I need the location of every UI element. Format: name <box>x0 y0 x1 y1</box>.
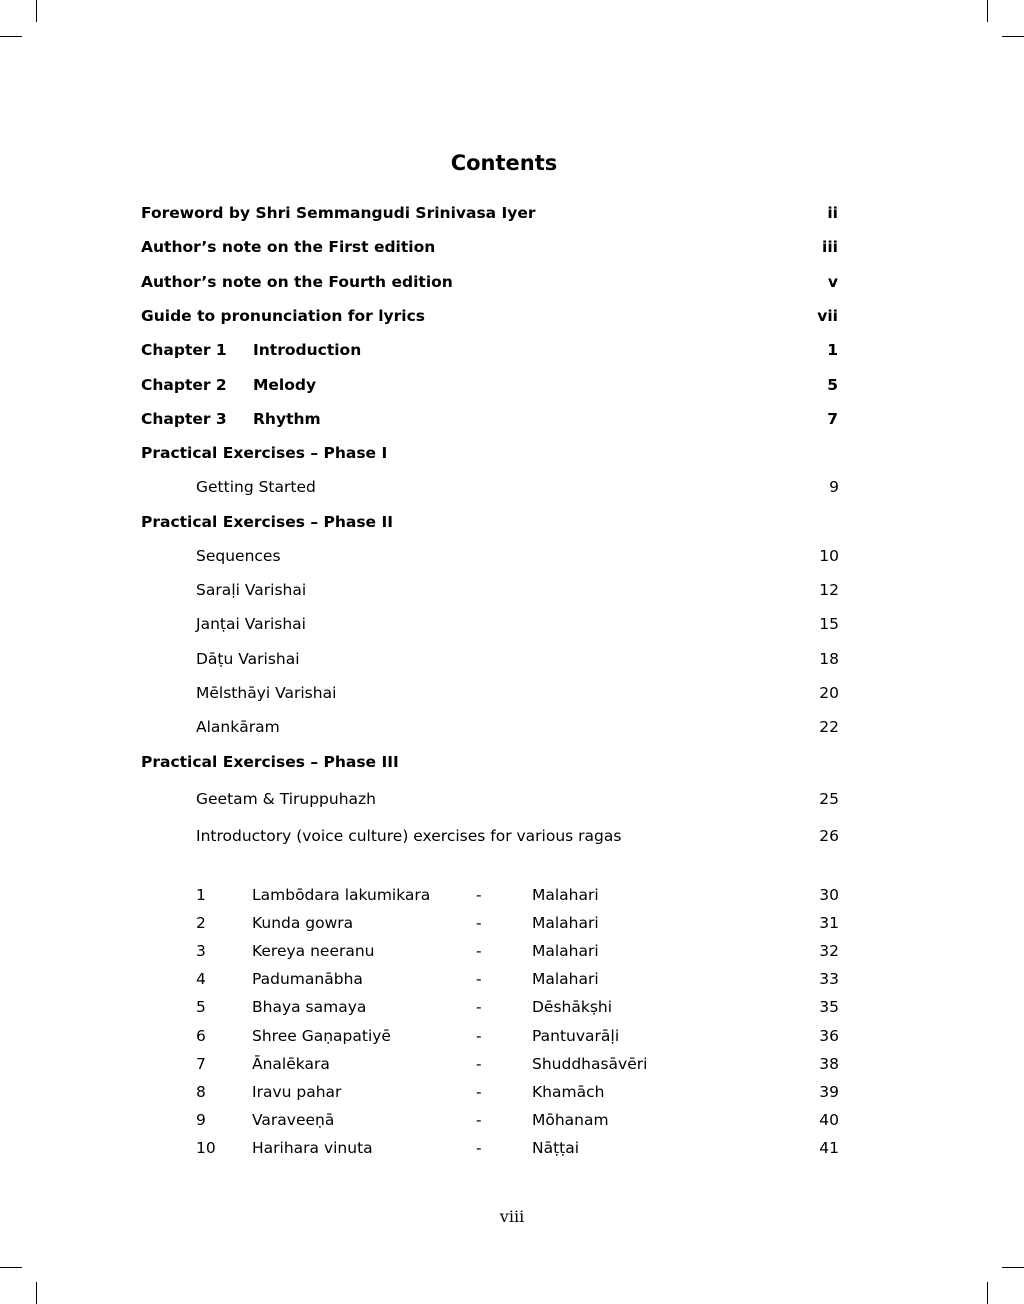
toc-entry-foreword[interactable] <box>141 202 838 224</box>
song-page: 32 <box>819 942 839 960</box>
chapter-title: Melody <box>253 376 317 394</box>
song-page: 36 <box>819 1027 839 1045</box>
chapter-page: 5 <box>827 376 838 394</box>
song-number: 5 <box>196 998 206 1016</box>
toc-subentry[interactable] <box>141 613 838 635</box>
subentry-label: Geetam & Tiruppuhazh <box>196 790 376 808</box>
toc-subentry[interactable] <box>141 788 838 810</box>
crop-mark-top-right-v <box>987 0 988 22</box>
song-row[interactable] <box>141 1053 838 1075</box>
song-dash: - <box>476 942 482 960</box>
subentry-label: Dāṭu Varishai <box>196 650 300 668</box>
toc-subentry[interactable] <box>141 545 838 567</box>
toc-entry-page: vii <box>817 307 838 325</box>
song-raga: Mōhanam <box>532 1111 609 1129</box>
subentry-page: 9 <box>829 478 839 496</box>
song-page: 39 <box>819 1083 839 1101</box>
section-heading: Practical Exercises – Phase II <box>141 513 394 531</box>
crop-mark-bottom-right-v <box>987 1282 988 1304</box>
song-page: 41 <box>819 1139 839 1157</box>
song-row[interactable] <box>141 1137 838 1159</box>
song-dash: - <box>476 914 482 932</box>
page-number: viii <box>499 1207 525 1226</box>
song-dash: - <box>476 1055 482 1073</box>
toc-entry-label: Author’s note on the First edition <box>141 238 436 256</box>
toc-subentry[interactable] <box>141 682 838 704</box>
song-row[interactable] <box>141 1081 838 1103</box>
subentry-page: 15 <box>819 615 839 633</box>
toc-chapter-1[interactable] <box>141 339 838 361</box>
crop-mark-bottom-right-h <box>1002 1267 1024 1268</box>
crop-mark-top-left-v <box>36 0 37 22</box>
song-row[interactable] <box>141 1025 838 1047</box>
subentry-page: 26 <box>819 827 839 845</box>
song-raga: Malahari <box>532 886 599 904</box>
song-number: 7 <box>196 1055 206 1073</box>
song-name: Padumanābha <box>252 970 363 988</box>
song-number: 9 <box>196 1111 206 1129</box>
subentry-label: Saraḷi Varishai <box>196 581 307 599</box>
toc-entry-first-edition[interactable] <box>141 236 838 258</box>
song-raga: Malahari <box>532 970 599 988</box>
song-number: 3 <box>196 942 206 960</box>
song-row[interactable] <box>141 912 838 934</box>
song-name: Shree Gaṇapatiyē <box>252 1027 391 1045</box>
subentry-page: 12 <box>819 581 839 599</box>
song-name: Bhaya samaya <box>252 998 367 1016</box>
song-dash: - <box>476 886 482 904</box>
song-raga: Malahari <box>532 942 599 960</box>
song-number: 2 <box>196 914 206 932</box>
crop-mark-bottom-left-v <box>36 1282 37 1304</box>
subentry-label: Alankāram <box>196 718 280 736</box>
song-name: Kereya neeranu <box>252 942 375 960</box>
song-dash: - <box>476 1139 482 1157</box>
toc-subentry[interactable] <box>141 648 838 670</box>
song-row[interactable] <box>141 884 838 906</box>
crop-mark-bottom-left-h <box>0 1267 22 1268</box>
toc-entry-page: v <box>827 273 838 291</box>
toc-subentry[interactable] <box>141 825 838 847</box>
chapter-label: Chapter 2 <box>141 376 227 394</box>
song-page: 40 <box>819 1111 839 1129</box>
crop-mark-top-right-h <box>1002 36 1024 37</box>
song-page: 30 <box>819 886 839 904</box>
toc-chapter-3[interactable] <box>141 408 838 430</box>
song-raga: Malahari <box>532 914 599 932</box>
song-raga: Pantuvarāḷi <box>532 1027 620 1045</box>
subentry-label: Sequences <box>196 547 281 565</box>
song-row[interactable] <box>141 940 838 962</box>
subentry-page: 10 <box>819 547 839 565</box>
toc-entry-label: Guide to pronunciation for lyrics <box>141 307 426 325</box>
chapter-label: Chapter 1 <box>141 341 227 359</box>
song-row[interactable] <box>141 996 838 1018</box>
toc-entry-page: iii <box>822 238 838 256</box>
song-number: 8 <box>196 1083 206 1101</box>
subentry-label: Introductory (voice culture) exercises for various ragas <box>196 827 622 845</box>
toc-entry-label: Foreword by Shri Semmangudi Srinivasa Iyer <box>141 204 536 222</box>
toc-section-phase-1 <box>141 442 838 464</box>
song-name: Lambōdara lakumikara <box>252 886 431 904</box>
song-row[interactable] <box>141 968 838 990</box>
toc-entry-fourth-edition[interactable] <box>141 271 838 293</box>
song-number: 1 <box>196 886 206 904</box>
chapter-label: Chapter 3 <box>141 410 227 428</box>
toc-chapter-2[interactable] <box>141 374 838 396</box>
toc-entry-label: Author’s note on the Fourth edition <box>141 273 453 291</box>
crop-mark-top-left-h <box>0 36 22 37</box>
section-heading: Practical Exercises – Phase I <box>141 444 388 462</box>
toc-entry-page: ii <box>827 204 838 222</box>
toc-subentry[interactable] <box>141 579 838 601</box>
toc-entry-pronunciation[interactable] <box>141 305 838 327</box>
chapter-title: Rhythm <box>253 410 321 428</box>
toc-section-phase-2 <box>141 511 838 533</box>
song-page: 31 <box>819 914 839 932</box>
toc-section-phase-3 <box>141 751 838 773</box>
song-dash: - <box>476 998 482 1016</box>
song-name: Harihara vinuta <box>252 1139 373 1157</box>
subentry-label: Janṭai Varishai <box>196 615 306 633</box>
song-name: Iravu pahar <box>252 1083 342 1101</box>
song-raga: Shuddhasāvēri <box>532 1055 648 1073</box>
toc-subentry[interactable] <box>141 476 838 498</box>
song-raga: Dēshākṣhi <box>532 998 613 1016</box>
subentry-page: 20 <box>819 684 839 702</box>
song-dash: - <box>476 1083 482 1101</box>
song-page: 35 <box>819 998 839 1016</box>
song-name: Ānalēkara <box>252 1055 330 1073</box>
chapter-title: Introduction <box>253 341 362 359</box>
song-dash: - <box>476 1111 482 1129</box>
song-row[interactable] <box>141 1109 838 1131</box>
subentry-page: 18 <box>819 650 839 668</box>
page-title: Contents <box>450 151 558 175</box>
chapter-page: 1 <box>827 341 838 359</box>
subentry-page: 22 <box>819 718 839 736</box>
song-number: 6 <box>196 1027 206 1045</box>
song-dash: - <box>476 970 482 988</box>
song-dash: - <box>476 1027 482 1045</box>
section-heading: Practical Exercises – Phase III <box>141 753 399 771</box>
subentry-label: Getting Started <box>196 478 316 496</box>
subentry-page: 25 <box>819 790 839 808</box>
song-raga: Khamāch <box>532 1083 605 1101</box>
subentry-label: Mēlsthāyi Varishai <box>196 684 337 702</box>
song-page: 38 <box>819 1055 839 1073</box>
song-raga: Nāṭṭai <box>532 1139 580 1157</box>
song-name: Varaveeṇā <box>252 1111 335 1129</box>
chapter-page: 7 <box>827 410 838 428</box>
song-page: 33 <box>819 970 839 988</box>
song-name: Kunda gowra <box>252 914 354 932</box>
song-number: 10 <box>196 1139 216 1157</box>
toc-subentry[interactable] <box>141 716 838 738</box>
song-number: 4 <box>196 970 206 988</box>
